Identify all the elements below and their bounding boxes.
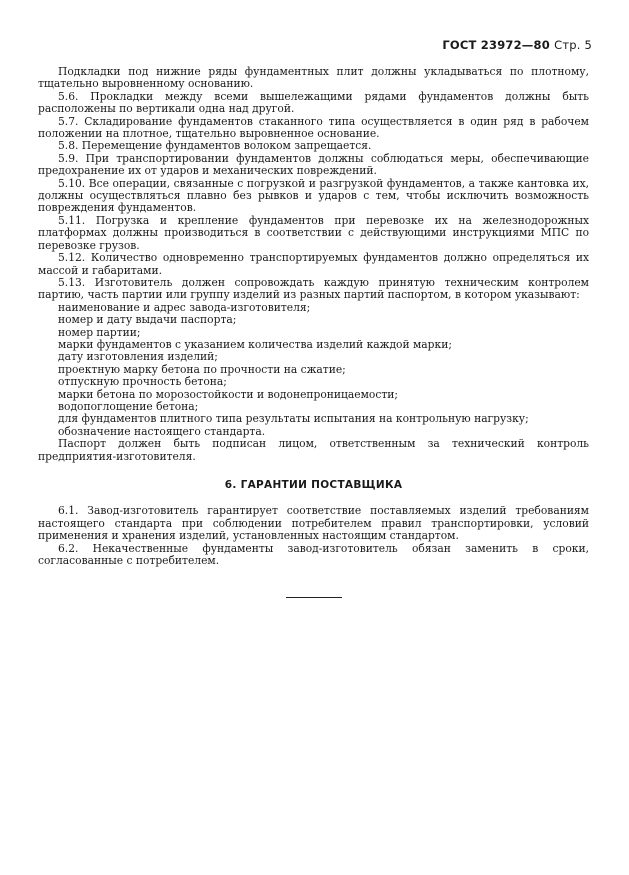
paragraph-5-9: 5.9. При транспортировании фундаментов должны соблюдаться меры, обеспечивающие предохранение их от ударов и механических повреждений. <box>38 151 589 178</box>
paragraph-5-10: 5.10. Все операции, связанные с погрузкой и разгрузкой фундаментов, а также кантовка их, должны осуществляться плавно без рывков и ударов с тем, чтобы исключить возможность повреждения фундаментов. <box>38 176 589 215</box>
list-item: наименование и адрес завода-изготовителя; <box>58 300 311 314</box>
page-number: Стр. 5 <box>554 38 592 52</box>
document-body <box>38 66 589 598</box>
paragraph-substrate: Подкладки под нижние ряды фундаментных плит должны укладываться по плотному, тщательно выровненному основанию. <box>38 65 589 91</box>
list-item: водопоглощение бетона; <box>58 399 199 413</box>
list-item: марки бетона по морозостойкости и водонепроницаемости; <box>58 387 398 401</box>
paragraph-5-8: 5.8. Перемещение фундаментов волоком запрещается. <box>58 139 372 153</box>
list-item: номер и дату выдачи паспорта; <box>58 313 237 327</box>
paragraph-5-11: 5.11. Погрузка и крепление фундаментов при перевозке их на железнодорожных платформах должны производиться в соответствии с действующими инструкциями МПС по перевозке грузов. <box>38 213 589 252</box>
list-item: отпускную прочность бетона; <box>58 375 227 389</box>
end-divider <box>286 597 342 598</box>
paragraph-5-7: 5.7. Складирование фундаментов стаканного типа осуществляется в один ряд в рабочем положении на плотное, тщательно выровненное основание. <box>38 114 589 141</box>
list-item: марки фундаментов с указанием количества изделий каждой марки; <box>58 337 452 351</box>
list-item: для фундаментов плитного типа результаты испытания на контрольную нагрузку; <box>58 412 529 426</box>
paragraph-6-2: 6.2. Некачественные фундаменты завод-изготовитель обязан заменить в сроки, согласованные с потребителем. <box>38 541 589 568</box>
page-header <box>442 38 592 52</box>
section-6-title: 6. ГАРАНТИИ ПОСТАВЩИКА <box>224 479 403 491</box>
paragraph-5-6: 5.6. Прокладки между всеми вышележащими рядами фундаментов должны быть расположены по вертикали одна над другой. <box>38 89 589 116</box>
paragraph-5-13: 5.13. Изготовитель должен сопровождать каждую принятую техническим контролем партию, часть партии или группу изделий из разных партий паспортом, в котором указывают: <box>38 275 589 302</box>
passport-items-list <box>38 302 589 438</box>
paragraph-5-12: 5.12. Количество одновременно транспортируемых фундаментов должно определяться их массой и габаритами. <box>38 251 589 277</box>
standard-number: ГОСТ 23972—80 <box>442 38 550 52</box>
list-item: дату изготовления изделий; <box>58 350 218 364</box>
paragraph-passport-signature: Паспорт должен быть подписан лицом, ответственным за технический контроль предприятия-изготовителя. <box>38 437 589 463</box>
list-item: номер партии; <box>58 325 141 339</box>
paragraph-6-1: 6.1. Завод-изготовитель гарантирует соответствие поставляемых изделий требованиям настоящего стандарта при соблюдении потребителем правил транспортировки, условий применения и хранения изделий, установленных настоящим стандартом. <box>38 504 589 543</box>
list-item: обозначение настоящего стандарта. <box>58 424 266 438</box>
list-item: проектную марку бетона по прочности на сжатие; <box>58 362 346 376</box>
